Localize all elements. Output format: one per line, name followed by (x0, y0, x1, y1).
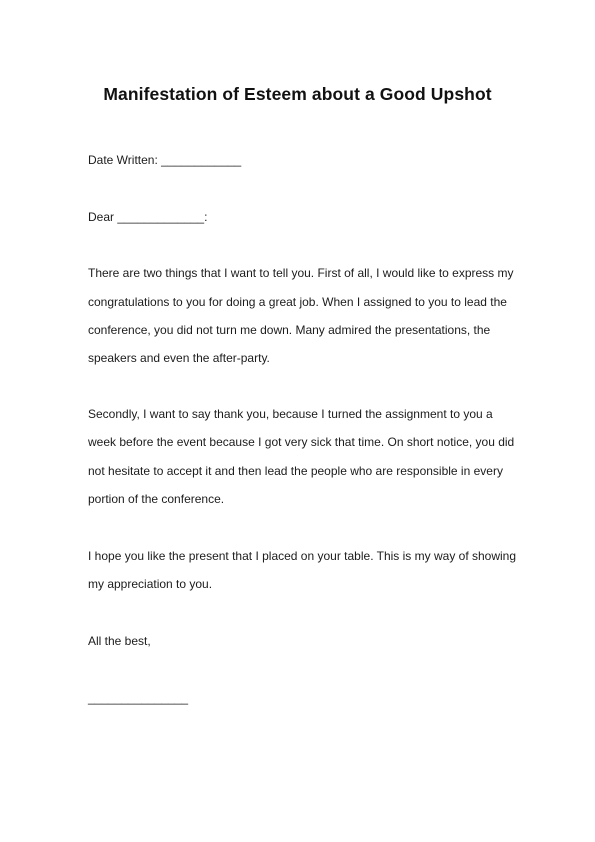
paragraph-line: portion of the conference. (88, 492, 225, 506)
closing: All the best, (88, 634, 151, 648)
date-written-line: Date Written: ____________ (88, 153, 242, 167)
paragraph-line: week before the event because I got very sick that time. On short notice, you did (88, 435, 515, 449)
paragraph-line: not hesitate to accept it and then lead the people who are responsible in every (88, 464, 503, 478)
document-title: Manifestation of Esteem about a Good Upshot (103, 84, 492, 104)
paragraph-line: Secondly, I want to say thank you, because I turned the assignment to you a (88, 407, 493, 421)
paragraph-line: conference, you did not turn me down. Many admired the presentations, the (88, 323, 491, 337)
paragraph-line: There are two things that I want to tell you. First of all, I would like to express my (88, 266, 514, 280)
signature-line: _______________ (88, 691, 189, 705)
paragraph-line: I hope you like the present that I placed on your table. This is my way of showing (88, 549, 517, 563)
paragraph-line: speakers and even the after-party. (88, 351, 270, 365)
salutation: Dear _____________: (88, 210, 208, 224)
paragraph-line: my appreciation to you. (88, 577, 213, 591)
paragraph-line: congratulations to you for doing a great job. When I assigned to you to lead the (88, 295, 507, 309)
